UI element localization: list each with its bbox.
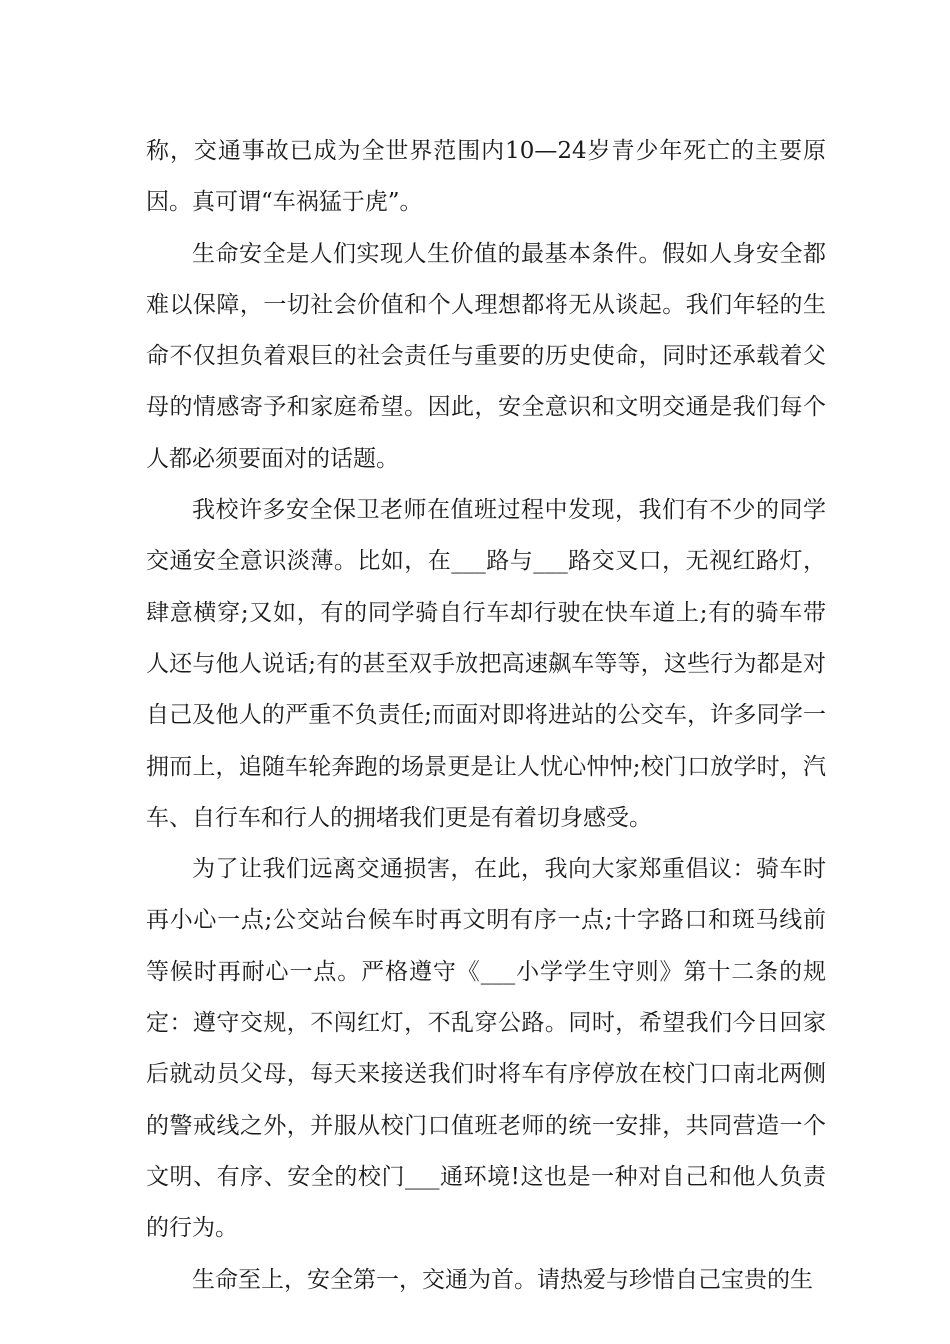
paragraph-2: 生命安全是人们实现人生价值的最基本条件。假如人身安全都难以保障，一切社会价值和个人理想都将无从谈起。我们年轻的生命不仅担负着艰巨的社会责任与重要的历史使命，同时还承载着父母的情感寄予和家庭希望。因此，安全意识和文明交通是我们每个人都必须要面对的话题。 [146, 240, 826, 472]
paragraph-5: 生命至上，安全第一，交通为首。请热爱与珍惜自己宝贵的生 [192, 1266, 813, 1293]
paragraph-4: 为了让我们远离交通损害，在此，我向大家郑重倡议：骑车时再小心一点;公交站台候车时再文明有序一点;十字路口和斑马线前等候时再耐心一点。严格遵守《___小学学生守则》第十二条的规定：遵守交规，不闯红灯，不乱穿公路。同时，希望我们今日回家后就动员父母，每天来接送我们时将车有序停放在校门口南北两侧的警戒线之外，并服从校门口值班老师的统一安排，共同营造一个文明、有序、安全的校门___通环境!这也是一种对自己和他人负责的行为。 [146, 856, 826, 1242]
paragraph-3: 我校许多安全保卫老师在值班过程中发现，我们有不少的同学交通安全意识淡薄。比如，在___路与___路交叉口，无视红路灯，肆意横穿;又如，有的同学骑自行车却行驶在快车道上;有的骑车带人还与他人说话;有的甚至双手放把高速飙车等等，这些行为都是对自己及他人的严重不负责任;而面对即将进站的公交车，许多同学一拥而上，追随车轮奔跑的场景更是让人忧心忡忡;校门口放学时，汽车、自行车和行人的拥堵我们更是有着切身感受。 [146, 497, 826, 831]
document-body [146, 126, 826, 1306]
paragraph-1: 称，交通事故已成为全世界范围内10—24岁青少年死亡的主要原因。真可谓“车祸猛于虎”。 [146, 138, 826, 216]
